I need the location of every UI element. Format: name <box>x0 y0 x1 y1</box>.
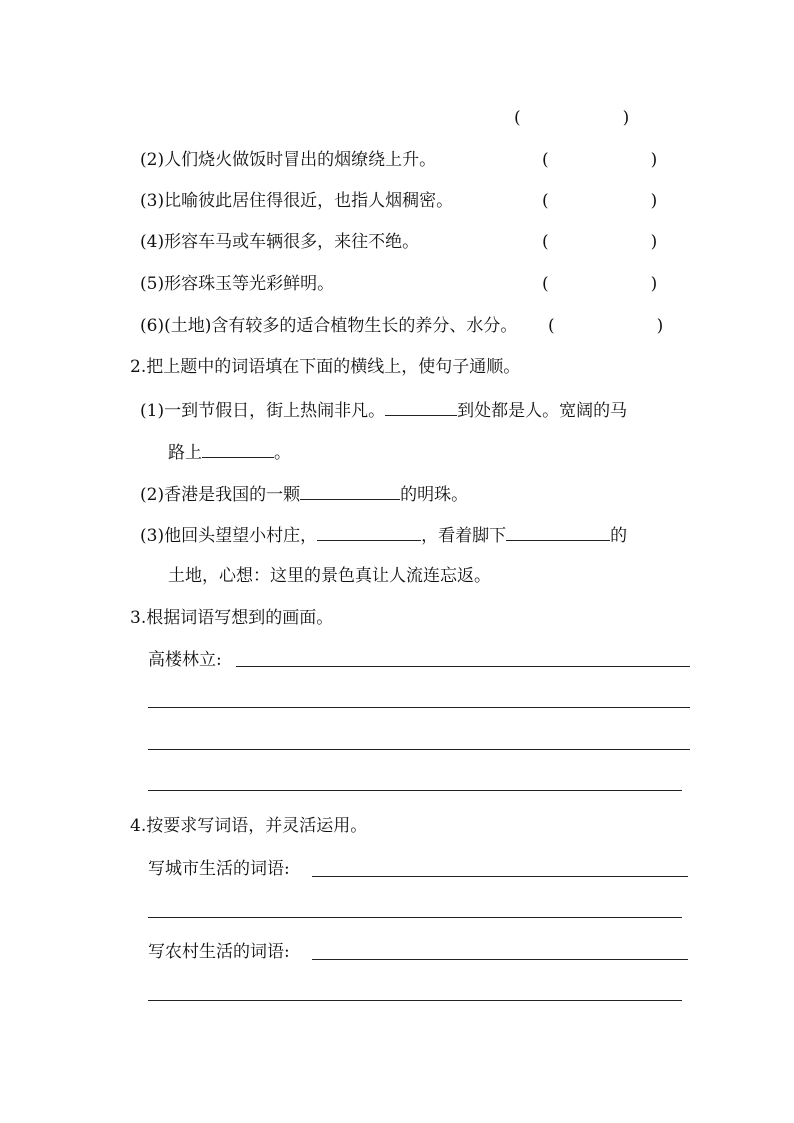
q2-sentence-3 <box>140 524 627 546</box>
q2-s3-text-a: (3)他回头望望小村庄， <box>140 526 318 546</box>
q2-s1-text-a: (1)一到节假日，街上热闹非凡。 <box>140 401 386 421</box>
writing-line[interactable] <box>236 666 690 667</box>
writing-line[interactable] <box>148 749 690 750</box>
q2-s3-text-d: 土地，心想：这里的景色真让人流连忘返。 <box>168 566 491 586</box>
q4-label-country: 写农村生活的词语: <box>148 942 290 962</box>
fill-blank[interactable] <box>317 524 421 541</box>
q2-s1-text-b: 到处都是人。宽阔的马 <box>457 401 628 421</box>
answer-parens-6: ( ) <box>548 316 664 336</box>
writing-line[interactable] <box>148 917 682 918</box>
answer-parens-5: ( ) <box>542 274 658 294</box>
q3-title: 3.根据词语写想到的画面。 <box>130 608 334 628</box>
fill-blank[interactable] <box>300 483 400 500</box>
q2-s2-text-b: 的明珠。 <box>400 485 469 505</box>
q1-item-4: (4)形容车马或车辆很多，来往不绝。 <box>140 232 420 252</box>
answer-parens-3: ( ) <box>542 191 658 211</box>
q2-sentence-1-cont <box>168 441 291 463</box>
q4-title: 4.按要求写词语，并灵活运用。 <box>130 816 368 836</box>
q2-s3-text-c: 的 <box>610 526 628 546</box>
fill-blank[interactable] <box>202 441 274 458</box>
answer-parens-1: ( ) <box>514 108 630 128</box>
answer-parens-4: ( ) <box>542 232 658 252</box>
q2-s1-text-c: 路上 <box>168 443 202 463</box>
q1-item-2: (2)人们烧火做饭时冒出的烟缭绕上升。 <box>140 150 437 170</box>
q1-item-6: (6)(土地)含有较多的适合植物生长的养分、水分。 <box>140 316 518 336</box>
writing-line[interactable] <box>148 790 682 791</box>
q2-s3-text-b: ，看着脚下 <box>421 526 507 546</box>
fill-blank[interactable] <box>506 524 610 541</box>
writing-line[interactable] <box>148 707 690 708</box>
q2-s1-text-d: 。 <box>274 443 291 463</box>
writing-line[interactable] <box>312 959 688 960</box>
q4-label-city: 写城市生活的词语: <box>148 859 290 879</box>
q1-item-3: (3)比喻彼此居住得很近，也指人烟稠密。 <box>140 191 454 211</box>
writing-line[interactable] <box>148 1000 682 1001</box>
q3-label: 高楼林立: <box>148 650 222 670</box>
q2-title: 2.把上题中的词语填在下面的横线上，使句子通顺。 <box>130 357 521 377</box>
q1-item-5: (5)形容珠玉等光彩鲜明。 <box>140 274 335 294</box>
q2-sentence-1 <box>140 399 627 421</box>
q2-s2-text-a: (2)香港是我国的一颗 <box>140 485 301 505</box>
writing-line[interactable] <box>312 876 688 877</box>
answer-parens-2: ( ) <box>542 150 658 170</box>
fill-blank[interactable] <box>385 399 457 416</box>
q2-sentence-2 <box>140 483 468 505</box>
